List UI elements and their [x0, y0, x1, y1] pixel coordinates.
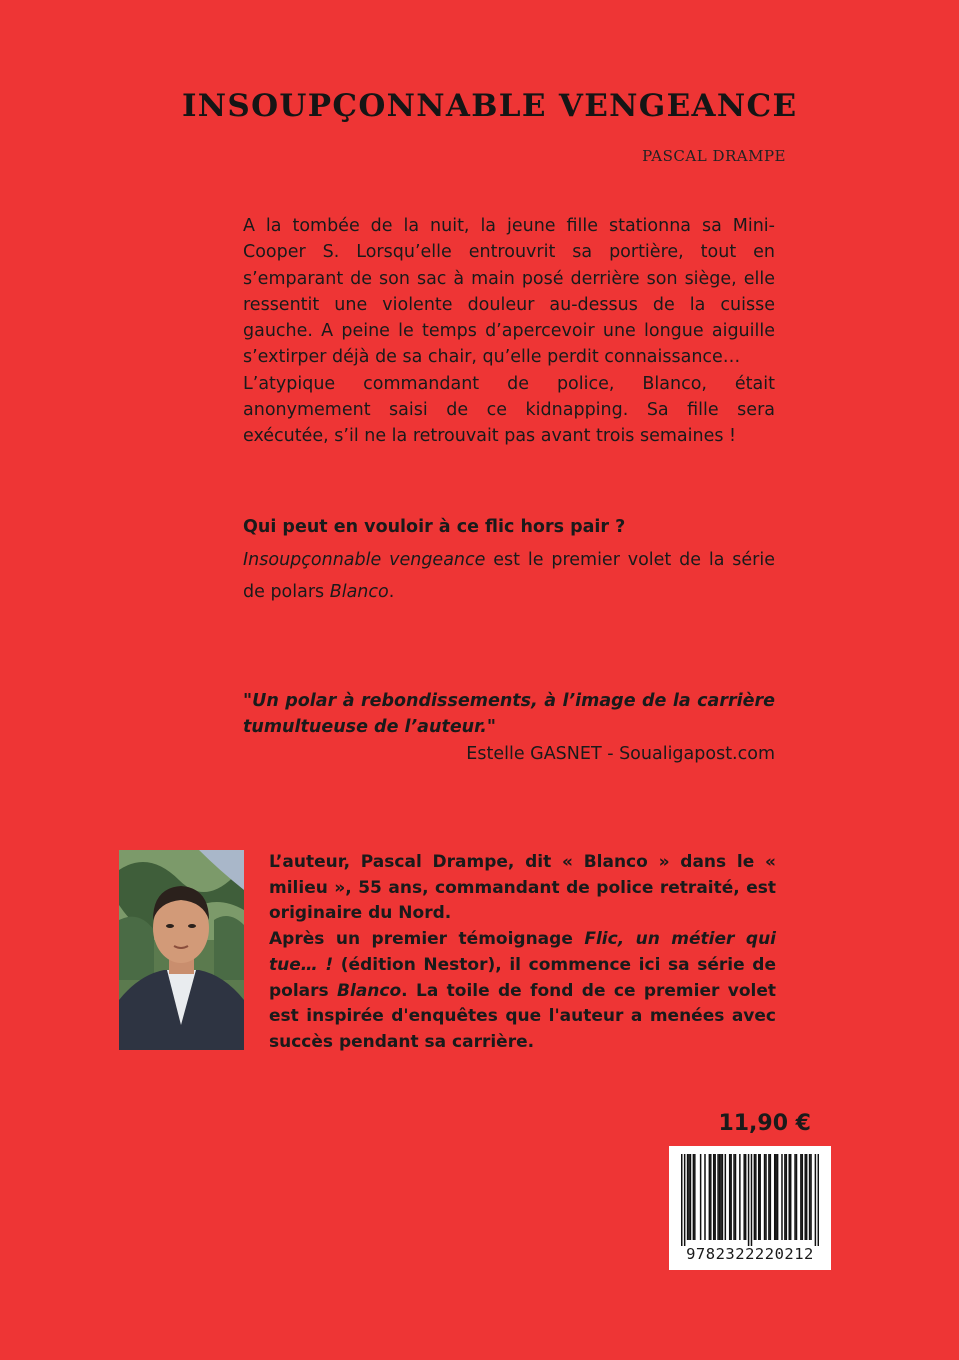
barcode-bar: [700, 1154, 702, 1240]
series-name-italic: Blanco: [329, 582, 389, 602]
author-photo: [119, 850, 244, 1050]
author-name: PASCAL DRAMPE: [642, 147, 786, 165]
author-bio: [269, 850, 776, 1056]
barcode-bar: [710, 1154, 712, 1240]
previous-book-italic: Flic, un métier qui tue… !: [269, 929, 776, 975]
barcode-bar: [796, 1154, 798, 1240]
barcode-bar: [775, 1154, 777, 1240]
barcode-bar: [818, 1154, 819, 1246]
bio-paragraph: Après un premier témoignage Flic, un métier qui tue… ! (édition Nestor), il commence ici sa série de polars Blanco. La toile de fond de ce premier volet est inspirée d'enquêtes que l'auteur a menées avec succès pendant sa carrière.: [269, 929, 776, 1052]
barcode-bar: [739, 1154, 741, 1240]
barcode-bar: [690, 1154, 692, 1240]
barcode-bar: [802, 1154, 804, 1240]
barcode-bar: [800, 1154, 802, 1240]
barcode-bar: [687, 1154, 689, 1240]
barcode-bar: [693, 1154, 695, 1240]
series-name-italic: Blanco: [337, 980, 402, 1001]
barcode-bar: [735, 1154, 737, 1240]
barcode-bar: [730, 1154, 732, 1240]
barcode-bar: [751, 1154, 753, 1246]
barcode-bar: [758, 1154, 760, 1240]
barcode-bar: [788, 1154, 790, 1240]
isbn-number: 9782322220212: [686, 1245, 814, 1263]
review: [243, 688, 775, 767]
bio-paragraph: L’auteur, Pascal Drampe, dit « Blanco » dans le « milieu », 55 ans, commandant de police retraité, est originaire du Nord.: [269, 852, 776, 924]
barcode-bar: [743, 1154, 745, 1240]
barcode-bar: [754, 1154, 756, 1240]
barcode-bar: [790, 1154, 792, 1240]
barcode-bar: [725, 1154, 727, 1240]
barcode-bar: [704, 1154, 706, 1240]
synopsis-paragraph: L’atypique commandant de police, Blanco, était anonymement saisi de ce kidnapping. Sa fille sera exécutée, s’il ne la retrouvait pas avant trois semaines !: [243, 373, 775, 447]
barcode-bar: [713, 1154, 715, 1240]
teaser: [243, 511, 775, 609]
barcode-bar: [809, 1154, 811, 1240]
book-title-italic: Insoupçonnable vengeance: [243, 549, 486, 570]
barcode-bar: [786, 1154, 788, 1240]
barcode-bar: [806, 1154, 808, 1240]
book-title: INSOUPÇONNABLE VENGEANCE: [182, 88, 798, 124]
isbn-barcode: [669, 1146, 831, 1270]
review-quote: "Un polar à rebondissements, à l’image de la carrière tumultueuse de l’auteur.": [243, 691, 775, 738]
synopsis-paragraph: A la tombée de la nuit, la jeune fille stationna sa Mini-Cooper S. Lorsqu’elle entrouvrit sa portière, tout en s’emparant de son sac à main posé derrière son siège, elle ressentit une violente douleur au-dessus de la cuisse gauche. A peine le temps d’apercevoir une longue aiguille s’extirper déjà de sa chair, qu’elle perdit connaissance…: [243, 216, 775, 368]
barcode-bar: [781, 1154, 783, 1240]
barcode-bar: [759, 1154, 761, 1240]
barcode-bar: [688, 1154, 690, 1240]
barcode-bar: [729, 1154, 731, 1240]
barcode-bar: [714, 1154, 716, 1240]
barcode-bar: [748, 1154, 750, 1246]
barcode-bar: [794, 1154, 796, 1240]
barcode-bars: [681, 1154, 819, 1246]
barcode-bar: [768, 1154, 770, 1240]
barcode-bar: [681, 1154, 683, 1246]
barcode-bar: [684, 1154, 686, 1246]
synopsis: [243, 213, 775, 450]
barcode-bar: [777, 1154, 779, 1240]
barcode-bar: [764, 1154, 766, 1240]
barcode-bar: [774, 1154, 776, 1240]
review-source: Estelle GASNET - Soualigapost.com: [466, 743, 775, 764]
barcode-bar: [755, 1154, 757, 1240]
barcode-bar: [720, 1154, 722, 1240]
teaser-question: Qui peut en vouloir à ce flic hors pair ?: [243, 517, 626, 537]
barcode-bar: [717, 1154, 719, 1240]
barcode-bar: [745, 1154, 747, 1240]
price: 11,90 €: [718, 1111, 811, 1136]
barcode-bar: [810, 1154, 812, 1240]
barcode-bar: [770, 1154, 772, 1240]
barcode-bar: [804, 1154, 806, 1240]
barcode-bar: [733, 1154, 735, 1240]
barcode-bar: [815, 1154, 817, 1246]
teaser-text: Insoupçonnable vengeance est le premier volet de la série de polars Blanco.: [243, 549, 776, 602]
barcode-bar: [765, 1154, 767, 1240]
barcode-bar: [709, 1154, 711, 1240]
barcode-bar: [722, 1154, 724, 1240]
barcode-bar: [719, 1154, 721, 1240]
barcode-bar: [694, 1154, 696, 1240]
barcode-bar: [784, 1154, 786, 1240]
